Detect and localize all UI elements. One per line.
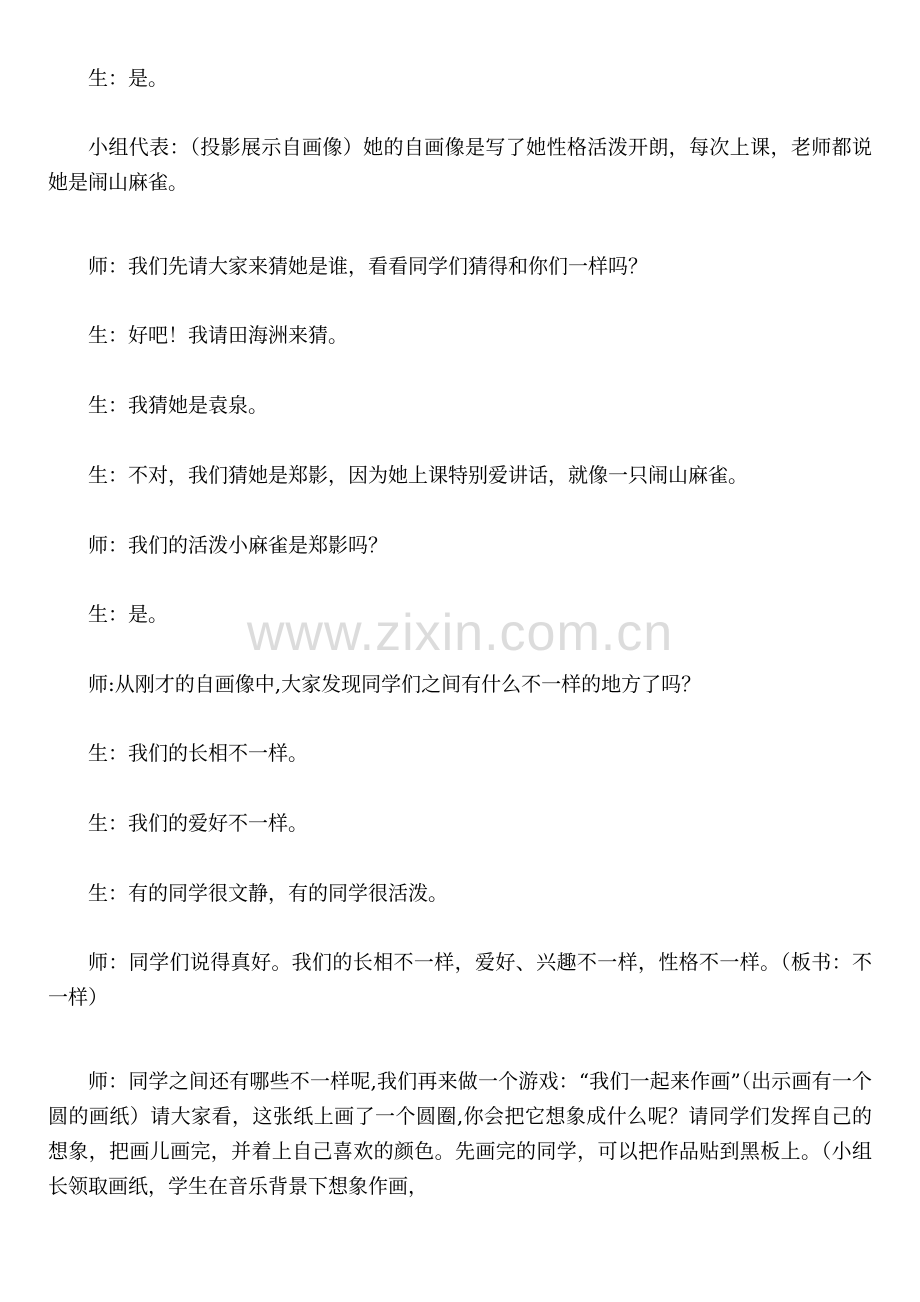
paragraph-7: 师：我们的活泼小麻雀是郑影吗？ [88, 533, 388, 557]
paragraph-1: 生：是。 [88, 66, 168, 90]
paragraph-5: 生：我猜她是袁泉。 [88, 393, 268, 417]
paragraph-10: 生：我们的长相不一样。 [88, 741, 308, 765]
paragraph-8: 生：是。 [88, 602, 168, 626]
paragraph-3: 师：我们先请大家来猜她是谁，看看同学们猜得和你们一样吗？ [88, 254, 648, 278]
paragraph-13: 师：同学们说得真好。我们的长相不一样，爱好、兴趣不一样，性格不一样。（板书：不一样） [48, 950, 872, 1009]
paragraph-11: 生：我们的爱好不一样。 [88, 811, 308, 835]
paragraph-2: 小组代表：（投影展示自画像）她的自画像是写了她性格活泼开朗，每次上课，老师都说她是闹山麻雀。 [48, 135, 872, 194]
paragraph-4: 生：好吧！我请田海洲来猜。 [88, 323, 348, 347]
paragraph-12: 生：有的同学很文静，有的同学很活泼。 [88, 881, 448, 905]
paragraph-14: 师：同学之间还有哪些不一样呢,我们再来做一个游戏：“我们一起来作画”（出示画有一个圆的画纸）请大家看，这张纸上画了一个圆圈,你会把它想象成什么呢？请同学们发挥自己的想象，把画儿画完，并着上自己喜欢的颜色。先画完的同学，可以把作品贴到黑板上。（小组长领取画纸，学生在音乐背景下想象作画， [48, 1069, 872, 1198]
paragraph-9: 师:从刚才的自画像中,大家发现同学们之间有什么不一样的地方了吗？ [88, 672, 702, 696]
paragraph-6: 生：不对，我们猜她是郑影，因为她上课特别爱讲话，就像一只闹山麻雀。 [88, 463, 748, 487]
watermark: www.zixin.com.cn [246, 604, 674, 662]
